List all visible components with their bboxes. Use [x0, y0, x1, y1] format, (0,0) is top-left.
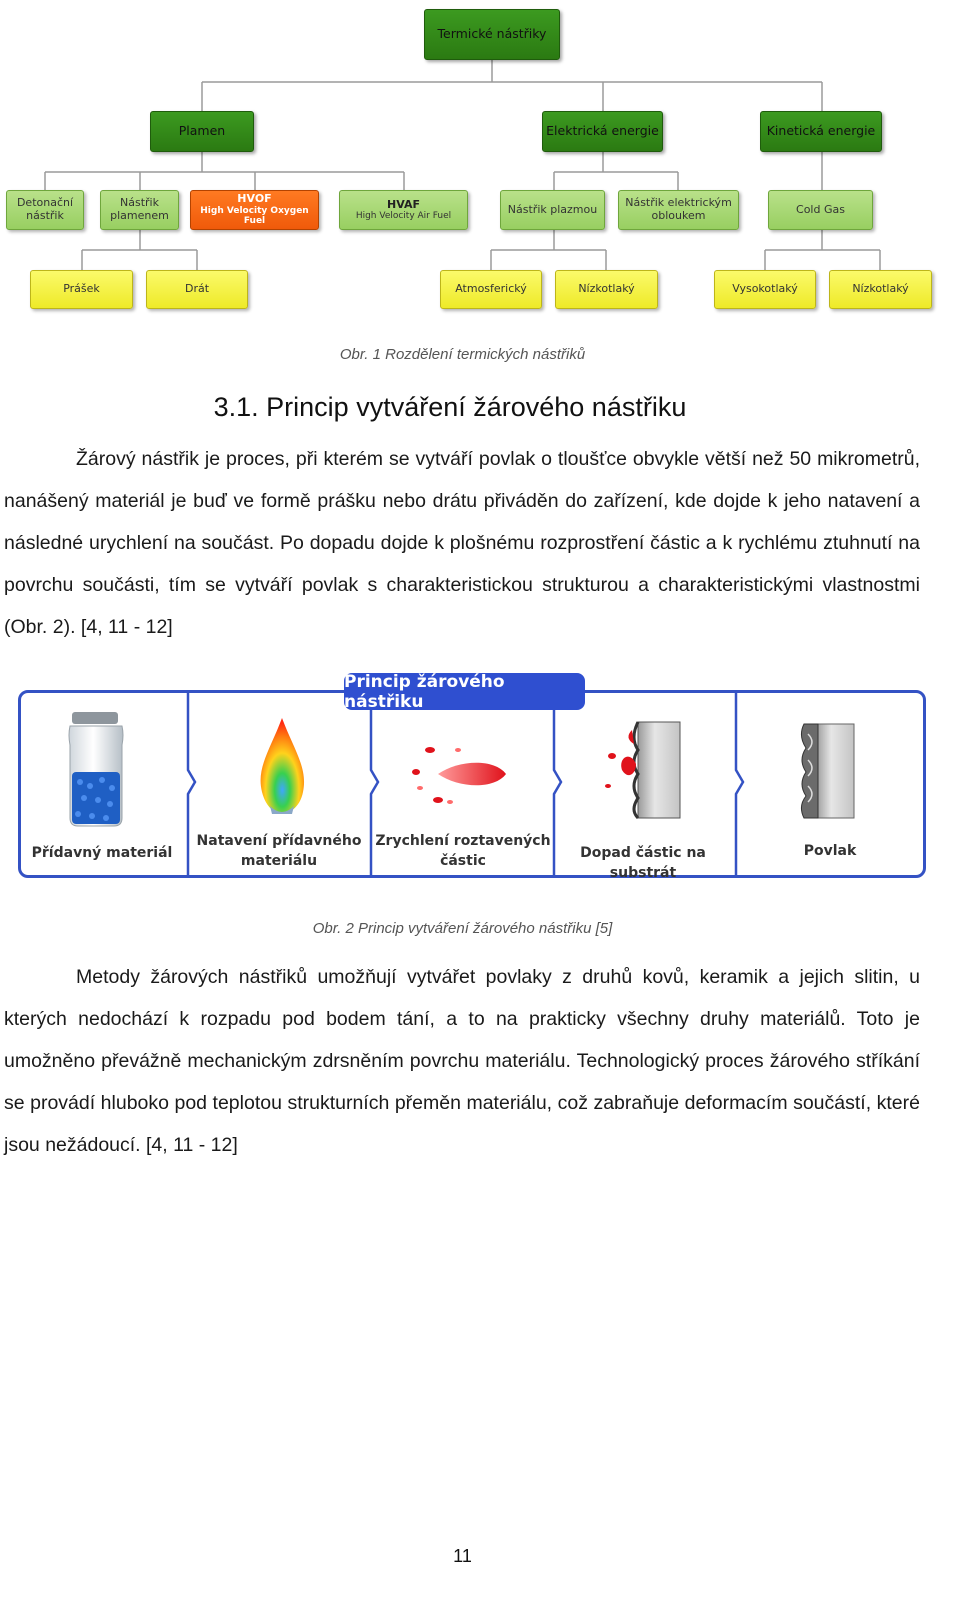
node-label: obloukem — [651, 209, 706, 222]
node-elektricka-energie — [542, 111, 663, 152]
node-plamen — [150, 111, 254, 152]
node-vysokotlaky — [714, 270, 816, 309]
node-sublabel: High Velocity Oxygen Fuel — [200, 205, 309, 227]
node-label: Cold Gas — [796, 202, 845, 216]
node-label: Drát — [184, 282, 210, 296]
coating-icon — [801, 724, 854, 818]
node-label: Nízkotlaký — [578, 282, 635, 296]
bottle-icon — [69, 712, 123, 826]
node-hvof — [190, 190, 319, 230]
flame-icon — [261, 718, 304, 814]
node-nizkotlaky-coldgas — [829, 270, 932, 309]
step-label-line: Zrychlení roztavených — [375, 833, 551, 849]
molten-particles-icon — [412, 747, 506, 804]
node-label: plamenem — [110, 209, 169, 222]
node-label: Plamen — [178, 123, 226, 139]
step-label-1 — [24, 843, 180, 863]
step-label-4 — [552, 843, 734, 883]
node-nizkotlaky-plazma — [555, 270, 658, 309]
node-label: HVAF — [386, 197, 420, 211]
node-label: Detonační — [16, 196, 74, 210]
node-hvaf — [339, 190, 468, 230]
step-label-5 — [742, 841, 918, 861]
node-nastrik-plamenem — [100, 190, 179, 230]
node-label: Termické nástřiky — [437, 26, 547, 42]
paragraph-2: Metody žárových nástřiků umožňují vytvářet povlaky z druhů kovů, keramik a jejich slitin, u kterých nedochází k rozpadu pod bodem tání, a to na prakticky všechny druhy materiálů. Toto je umožněno převážně mechanickým zdrsněním povrchu materiálu. Technologický proces žárového stříkání se provádí hluboko pod teplotou strukturních přeměn materiálu, což zabraňuje deformacím součástí, které jsou nežádoucí. [4, 11 - 12] — [4, 966, 920, 1156]
node-label: Prášek — [63, 282, 100, 296]
node-label: Kinetická energie — [766, 123, 876, 139]
figure-caption-2: Obr. 2 Princip vytváření žárového nástřiku [5] — [312, 920, 613, 937]
step-label-3 — [375, 831, 551, 871]
section-heading: 3.1. Princip vytváření žárového nástřiku — [213, 392, 687, 422]
node-cold-gas — [768, 190, 873, 230]
node-label: Nástřik plazmou — [507, 202, 598, 216]
node-atmosfericky — [440, 270, 542, 309]
node-termicke-nastriky — [424, 9, 560, 60]
node-label: nástřik — [26, 209, 64, 222]
node-label: Nástřik — [120, 196, 159, 210]
step-label-line: Povlak — [803, 843, 857, 859]
figure-caption-1: Obr. 1 Rozdělení termických nástřiků — [339, 346, 586, 363]
step-label-line: materiálu — [240, 853, 318, 869]
substrate-impact-icon — [605, 722, 680, 818]
node-nastrik-plazmou — [500, 190, 605, 230]
step-label-line: Přídavný materiál — [31, 845, 173, 861]
node-label: Vysokotlaký — [732, 282, 798, 296]
node-drat — [146, 270, 248, 309]
node-label: Atmosferický — [455, 282, 527, 296]
process-title: Princip žárového nástřiku — [344, 673, 585, 710]
node-label: Elektrická energie — [546, 123, 659, 139]
step-label-line: Dopad částic na substrát — [580, 845, 706, 881]
paragraph-1: Žárový nástřik je proces, při kterém se vytváří povlak o tloušťce obvykle větší než 50 mikrometrů, nanášený materiál je buď ve formě prášku nebo drátu přiváděn do zařízení, kde dojde k jeho natavení a následné urychlení na součást. Po dopadu dojde k plošnému rozprostření částic a k rychlému ztuhnutí na povrchu součásti, tím se vytváří povlak s charakteristickou strukturou a charakteristickými vlastnostmi (Obr. 2). [4, 11 - 12] — [4, 448, 920, 638]
step-label-line: Natavení přídavného — [196, 833, 362, 849]
step-label-2 — [192, 831, 366, 871]
node-prasek — [30, 270, 133, 309]
node-label: HVOF — [237, 192, 272, 206]
node-sublabel: High Velocity Air Fuel — [355, 211, 452, 222]
node-label: Nízkotlaký — [852, 282, 909, 296]
page-number: 11 — [453, 1546, 472, 1566]
node-nastrik-obloukem — [618, 190, 739, 230]
node-detonacni-nastrik — [6, 190, 84, 230]
step-label-line: částic — [440, 853, 486, 869]
node-label: Nástřik elektrickým — [625, 196, 732, 210]
node-kineticka-energie — [760, 111, 882, 152]
